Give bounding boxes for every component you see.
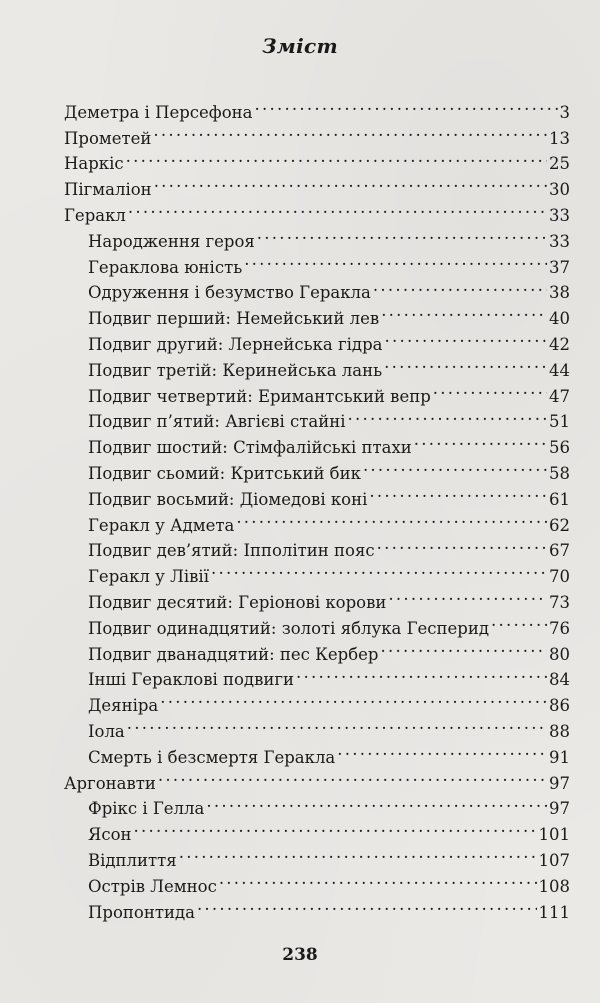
dot-leader (381, 298, 547, 324)
dot-leader (373, 273, 547, 299)
toc-entry-page: 58 (549, 463, 570, 483)
page-number: 238 (282, 945, 318, 965)
toc-entry-label: Подвиг перший: Немейський лев (88, 309, 380, 329)
toc-entry-page: 88 (549, 721, 570, 741)
dot-leader (197, 892, 537, 918)
dot-leader (211, 556, 547, 582)
dot-leader (296, 660, 547, 686)
toc-entry-page: 51 (549, 412, 570, 432)
toc-entry-page: 73 (549, 592, 570, 612)
toc-entry-label: Геракл (64, 205, 126, 225)
toc-entry-page: 97 (549, 773, 570, 793)
dot-leader (154, 169, 547, 195)
toc-entry-label: Подвиг сьомий: Критський бик (88, 463, 361, 483)
toc-entry-page: 84 (549, 670, 570, 690)
toc-entry-label: Подвиг восьмий: Діомедові коні (88, 489, 368, 509)
toc-entry-label: Подвиг п’ятий: Авгієві стайні (88, 412, 346, 432)
dot-leader (337, 737, 547, 763)
dot-leader (206, 789, 547, 815)
toc-entry-label: Подвиг другий: Лернейська гідра (88, 334, 383, 354)
dot-leader (377, 531, 547, 557)
dot-leader (179, 840, 537, 866)
dot-leader (433, 376, 547, 402)
toc-entry-label: Подвиг десятий: Геріонові корови (88, 592, 387, 612)
toc-entry[interactable] (64, 92, 570, 122)
toc-entry-page: 91 (549, 747, 570, 767)
dot-leader (381, 634, 548, 660)
dot-leader (236, 505, 547, 531)
toc-entry-label: Смерть і безсмертя Геракла (88, 747, 336, 767)
dot-leader (153, 118, 547, 144)
toc-entry-page: 86 (549, 696, 570, 716)
toc-entry-label: Подвиг шостий: Стімфалійські птахи (88, 438, 412, 458)
toc-entry-label: Пропонтида (88, 902, 195, 922)
toc-entry-page: 33 (549, 231, 570, 251)
toc-entry-page: 76 (549, 618, 570, 638)
dot-leader (158, 763, 547, 789)
dot-leader (134, 814, 537, 840)
toc-entry-page: 108 (538, 876, 570, 896)
toc-entry-page: 25 (549, 154, 570, 174)
dot-leader (254, 92, 557, 118)
toc-entry-page: 70 (549, 567, 570, 587)
toc-entry-label: Геракл у Лівії (88, 567, 209, 587)
dot-leader (414, 427, 547, 453)
dot-leader (219, 866, 537, 892)
toc-entry[interactable] (64, 169, 570, 200)
toc-entry-page: 37 (549, 257, 570, 277)
toc-entry-page: 3 (559, 102, 570, 122)
toc-entry-page: 30 (549, 180, 570, 200)
dot-leader (491, 608, 547, 634)
toc-entry-label: Іола (88, 721, 125, 741)
toc-entry-label: Деяніра (88, 696, 159, 716)
toc-entry-page: 61 (549, 489, 570, 509)
toc-entry-page: 56 (549, 438, 570, 458)
dot-leader (363, 453, 547, 479)
toc-entry-label: Подвиг четвертий: Еримантський вепр (88, 386, 431, 406)
toc-entry-label: Подвиг одинадцятий: золоті яблука Гесперид (88, 618, 490, 638)
toc-entry-page: 38 (549, 283, 570, 303)
toc-entry-label: Народження героя (88, 231, 255, 251)
toc-entry-label: Подвиг дев’ятий: Іпполітин пояс (88, 541, 375, 561)
toc-entry-page: 101 (538, 825, 570, 845)
dot-leader (126, 144, 547, 170)
toc-entry-page: 62 (549, 515, 570, 535)
dot-leader (244, 247, 547, 273)
toc-subentry[interactable] (64, 221, 570, 251)
toc-entry[interactable] (64, 144, 570, 174)
toc-entry-page: 13 (549, 128, 570, 148)
toc-entry-label: Ясон (88, 825, 132, 845)
dot-leader (128, 195, 547, 221)
toc-entry-label: Подвиг третій: Керинейська лань (88, 360, 383, 380)
toc-entry-label: Деметра і Персефона (64, 102, 253, 122)
toc-subentry[interactable] (64, 840, 570, 870)
toc-entry-page: 97 (549, 799, 570, 819)
toc-entry-label: Аргонавти (64, 773, 156, 793)
toc-subentry[interactable] (64, 711, 570, 741)
toc-entry-label: Острів Лемнос (88, 876, 217, 896)
toc-subentry[interactable] (64, 737, 570, 767)
toc-entry-page: 107 (538, 850, 570, 870)
toc-entry-label: Подвиг дванадцятий: пес Кербер (88, 644, 379, 664)
toc-entry-page: 80 (549, 644, 570, 664)
toc-subentry[interactable] (64, 814, 570, 845)
toc-entry-label: Наркіс (64, 154, 124, 174)
toc-entry-page: 40 (549, 309, 570, 329)
toc-entry-label: Пігмаліон (64, 180, 152, 200)
toc-entry-page: 47 (549, 386, 570, 406)
dot-leader (160, 685, 547, 711)
dot-leader (385, 324, 548, 350)
page-title: Зміст (262, 34, 338, 58)
dot-leader (369, 479, 547, 505)
dot-leader (347, 402, 547, 428)
toc-entry-page: 42 (549, 334, 570, 354)
toc-entry-page: 111 (538, 902, 570, 922)
toc-entry-label: Прометей (64, 128, 152, 148)
toc-entry-page: 33 (549, 205, 570, 225)
toc-entry-label: Фрікс і Гелла (88, 799, 205, 819)
toc-entry[interactable] (64, 195, 570, 225)
dot-leader (257, 221, 547, 247)
toc-entry-label: Геракл у Адмета (88, 515, 235, 535)
dot-leader (127, 711, 547, 737)
toc-entry-label: Одруження і безумство Геракла (88, 283, 371, 303)
dot-leader (388, 582, 547, 608)
toc-entry-label: Інші Гераклові подвиги (88, 670, 295, 690)
table-of-contents (64, 92, 570, 922)
toc-entry-page: 44 (549, 360, 570, 380)
dot-leader (384, 350, 547, 376)
toc-entry-label: Гераклова юність (88, 257, 243, 277)
toc-entry-label: Відплиття (88, 850, 177, 870)
toc-entry-page: 67 (549, 541, 570, 561)
